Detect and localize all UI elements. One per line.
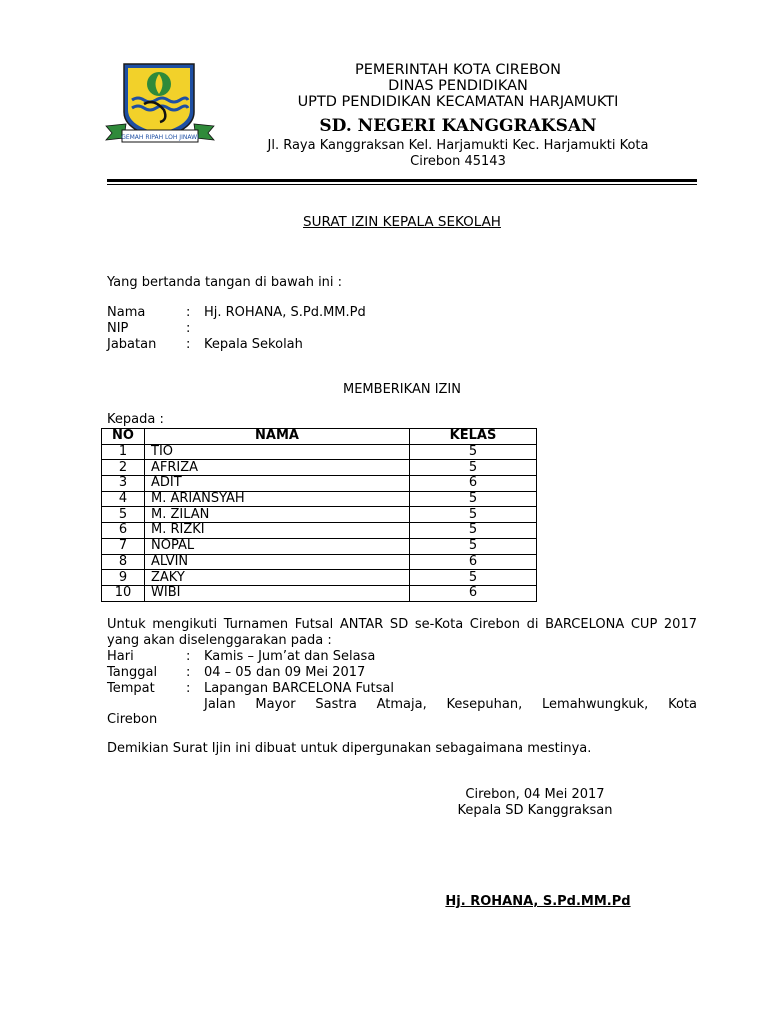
tanggal-label: Tanggal (107, 665, 158, 680)
table-row (102, 444, 537, 460)
header-divider-thin (107, 184, 697, 185)
nip-label: NIP (107, 321, 129, 336)
row-no: 3 (102, 476, 145, 492)
row-nama: ADIT (145, 476, 410, 492)
row-kelas: 5 (410, 460, 537, 476)
row-kelas: 5 (410, 491, 537, 507)
header-kelas: KELAS (410, 429, 537, 445)
colon: : (186, 321, 191, 336)
grant-heading: MEMBERIKAN IZIN (343, 382, 461, 397)
row-no: 6 (102, 523, 145, 539)
table-row (102, 538, 537, 554)
row-nama: ZAKY (145, 570, 410, 586)
row-no: 10 (102, 585, 145, 601)
row-nama: M. RIZKI (145, 523, 410, 539)
row-kelas: 5 (410, 444, 537, 460)
school-address-line-1: Jl. Raya Kanggraksan Kel. Harjamukti Kec. Harjamukti Kota (267, 138, 649, 153)
row-kelas: 5 (410, 570, 537, 586)
colon: : (186, 649, 191, 664)
table-row (102, 460, 537, 476)
student-table (101, 428, 537, 602)
table-header-row (102, 429, 537, 445)
row-no: 8 (102, 554, 145, 570)
header-no: NO (102, 429, 145, 445)
tempat-city: Cirebon (107, 712, 158, 727)
header-line-3: UPTD PENDIDIKAN KECAMATAN HARJAMUKTI (297, 94, 619, 110)
colon: : (186, 665, 191, 680)
cirebon-emblem-logo (104, 60, 216, 148)
table-row (102, 507, 537, 523)
header-line-1: PEMERINTAH KOTA CIREBON (355, 62, 561, 78)
tanggal-value: 04 – 05 dan 09 Mei 2017 (204, 665, 366, 680)
row-nama: TIO (145, 444, 410, 460)
table-row (102, 554, 537, 570)
row-no: 5 (102, 507, 145, 523)
table-row (102, 523, 537, 539)
jabatan-label: Jabatan (107, 337, 157, 352)
row-no: 2 (102, 460, 145, 476)
hari-label: Hari (107, 649, 134, 664)
table-row (102, 570, 537, 586)
row-no: 7 (102, 538, 145, 554)
table-row (102, 585, 537, 601)
table-row (102, 491, 537, 507)
signature-place-date: Cirebon, 04 Mei 2017 (465, 787, 605, 802)
row-no: 1 (102, 444, 145, 460)
closing-paragraph: Demikian Surat Ijin ini dibuat untuk dipergunakan sebagaimana mestinya. (107, 741, 592, 756)
body-paragraph: Untuk mengikuti Turnamen Futsal ANTAR SD se-Kota Cirebon di BARCELONA CUP 2017 yang akan diselenggarakan pada : (107, 617, 697, 648)
row-nama: NOPAL (145, 538, 410, 554)
row-kelas: 6 (410, 476, 537, 492)
nama-label: Nama (107, 305, 146, 320)
tempat-address: Jalan Mayor Sastra Atmaja, Kesepuhan, Lemahwungkuk, Kota (204, 697, 697, 712)
row-nama: M. ZILAN (145, 507, 410, 523)
header-line-2: DINAS PENDIDIKAN (388, 78, 528, 94)
tempat-value: Lapangan BARCELONA Futsal (204, 681, 394, 696)
jabatan-value: Kepala Sekolah (204, 337, 303, 352)
intro-text: Yang bertanda tangan di bawah ini : (107, 275, 343, 290)
kepada-label: Kepada : (107, 412, 164, 427)
row-no: 9 (102, 570, 145, 586)
signature-name: Hj. ROHANA, S.Pd.MM.Pd (445, 894, 631, 909)
colon: : (186, 337, 191, 352)
colon: : (186, 681, 191, 696)
nama-value: Hj. ROHANA, S.Pd.MM.Pd (204, 305, 366, 320)
header-divider-thick (107, 179, 697, 182)
row-nama: M. ARIANSYAH (145, 491, 410, 507)
row-kelas: 6 (410, 585, 537, 601)
row-nama: ALVIN (145, 554, 410, 570)
colon: : (186, 305, 191, 320)
row-kelas: 6 (410, 554, 537, 570)
letter-title: SURAT IZIN KEPALA SEKOLAH (303, 214, 501, 230)
row-nama: WIBI (145, 585, 410, 601)
row-kelas: 5 (410, 507, 537, 523)
school-address-line-2: Cirebon 45143 (410, 154, 506, 169)
row-kelas: 5 (410, 523, 537, 539)
header-nama: NAMA (145, 429, 410, 445)
hari-value: Kamis – Jum’at dan Selasa (204, 649, 376, 664)
row-nama: AFRIZA (145, 460, 410, 476)
table-row (102, 476, 537, 492)
row-kelas: 5 (410, 538, 537, 554)
tempat-label: Tempat (107, 681, 155, 696)
row-no: 4 (102, 491, 145, 507)
logo-ribbon-text: GEMAH RIPAH LOH JINAWI (121, 134, 199, 141)
school-name: SD. NEGERI KANGGRAKSAN (319, 116, 597, 136)
signature-position: Kepala SD Kanggraksan (457, 803, 613, 818)
